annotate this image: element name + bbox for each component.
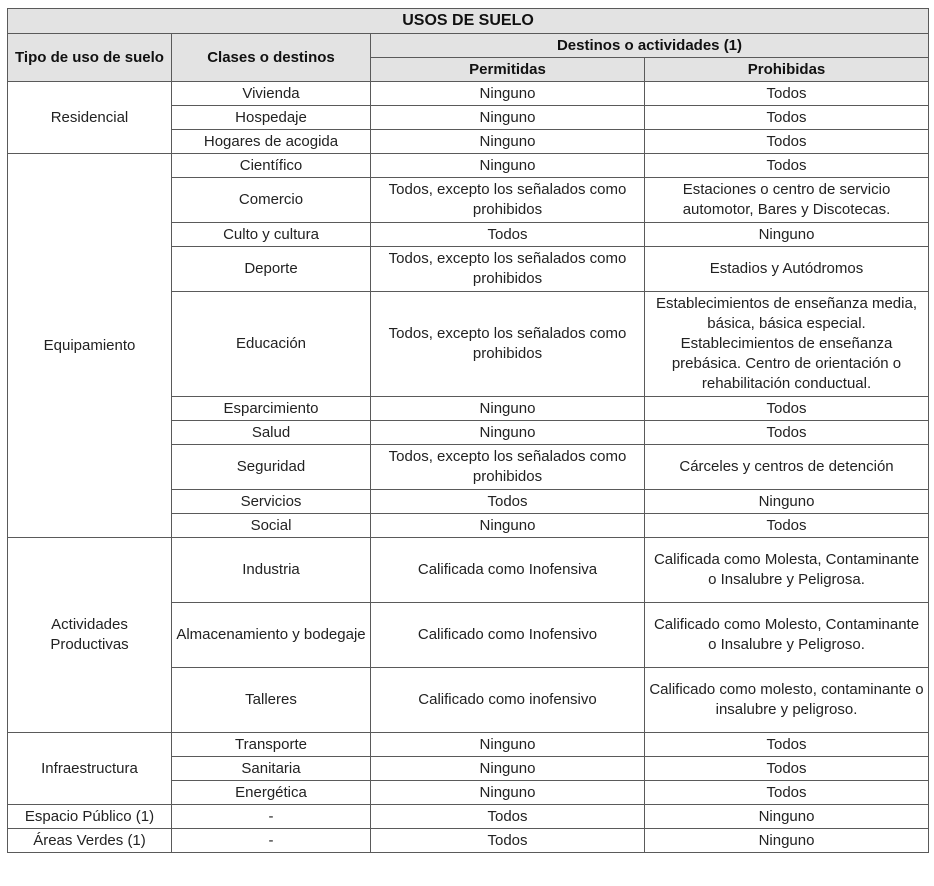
clase-cell: Talleres bbox=[172, 668, 371, 733]
permitidas-cell: Ninguno bbox=[371, 757, 645, 781]
prohibidas-cell: Calificada como Molesta, Contaminante o Insalubre y Peligrosa. bbox=[645, 538, 929, 603]
clase-cell: Culto y cultura bbox=[172, 223, 371, 247]
prohibidas-cell: Cárceles y centros de detención bbox=[645, 445, 929, 490]
tipo-cell: Actividades Productivas bbox=[8, 538, 172, 733]
clase-cell: Educación bbox=[172, 292, 371, 397]
clase-cell: Hospedaje bbox=[172, 106, 371, 130]
table-title: USOS DE SUELO bbox=[8, 9, 929, 34]
clase-cell: Almacenamiento y bodegaje bbox=[172, 603, 371, 668]
permitidas-cell: Ninguno bbox=[371, 781, 645, 805]
permitidas-cell: Ninguno bbox=[371, 397, 645, 421]
permitidas-cell: Todos bbox=[371, 829, 645, 853]
table-row bbox=[8, 805, 929, 829]
prohibidas-cell: Ninguno bbox=[645, 805, 929, 829]
permitidas-cell: Todos bbox=[371, 223, 645, 247]
prohibidas-cell: Calificado como molesto, contaminante o insalubre y peligroso. bbox=[645, 668, 929, 733]
clase-cell: Vivienda bbox=[172, 82, 371, 106]
permitidas-cell: Ninguno bbox=[371, 421, 645, 445]
header-permitidas: Permitidas bbox=[371, 58, 645, 82]
prohibidas-cell: Ninguno bbox=[645, 829, 929, 853]
prohibidas-cell: Estadios y Autódromos bbox=[645, 247, 929, 292]
clase-cell: Salud bbox=[172, 421, 371, 445]
table-row bbox=[8, 538, 929, 603]
prohibidas-cell: Todos bbox=[645, 733, 929, 757]
prohibidas-cell: Todos bbox=[645, 514, 929, 538]
permitidas-cell: Ninguno bbox=[371, 82, 645, 106]
permitidas-cell: Calificada como Inofensiva bbox=[371, 538, 645, 603]
header-tipo: Tipo de uso de suelo bbox=[8, 34, 172, 82]
header-destinos: Destinos o actividades (1) bbox=[371, 34, 929, 58]
prohibidas-cell: Estaciones o centro de servicio automotor, Bares y Discotecas. bbox=[645, 178, 929, 223]
tipo-cell: Equipamiento bbox=[8, 154, 172, 538]
tipo-cell: Áreas Verdes (1) bbox=[8, 829, 172, 853]
tipo-cell: Infraestructura bbox=[8, 733, 172, 805]
clase-cell: Transporte bbox=[172, 733, 371, 757]
prohibidas-cell: Todos bbox=[645, 421, 929, 445]
prohibidas-cell: Todos bbox=[645, 154, 929, 178]
permitidas-cell: Todos, excepto los señalados como prohibidos bbox=[371, 445, 645, 490]
prohibidas-cell: Todos bbox=[645, 82, 929, 106]
table-row bbox=[8, 154, 929, 178]
permitidas-cell: Todos bbox=[371, 805, 645, 829]
prohibidas-cell: Todos bbox=[645, 781, 929, 805]
clase-cell: Esparcimiento bbox=[172, 397, 371, 421]
permitidas-cell: Todos, excepto los señalados como prohibidos bbox=[371, 292, 645, 397]
clase-cell: Comercio bbox=[172, 178, 371, 223]
table-row bbox=[8, 829, 929, 853]
clase-cell: Servicios bbox=[172, 490, 371, 514]
tipo-cell: Espacio Público (1) bbox=[8, 805, 172, 829]
clase-cell: Deporte bbox=[172, 247, 371, 292]
prohibidas-cell: Todos bbox=[645, 397, 929, 421]
clase-cell: Sanitaria bbox=[172, 757, 371, 781]
header-prohibidas: Prohibidas bbox=[645, 58, 929, 82]
clase-cell: Social bbox=[172, 514, 371, 538]
prohibidas-cell: Todos bbox=[645, 106, 929, 130]
clase-cell: Hogares de acogida bbox=[172, 130, 371, 154]
permitidas-cell: Ninguno bbox=[371, 130, 645, 154]
table-row bbox=[8, 82, 929, 106]
permitidas-cell: Ninguno bbox=[371, 733, 645, 757]
clase-cell: Industria bbox=[172, 538, 371, 603]
clase-cell: Científico bbox=[172, 154, 371, 178]
prohibidas-cell: Calificado como Molesto, Contaminante o Insalubre y Peligroso. bbox=[645, 603, 929, 668]
prohibidas-cell: Ninguno bbox=[645, 490, 929, 514]
tipo-cell: Residencial bbox=[8, 82, 172, 154]
permitidas-cell: Calificado como inofensivo bbox=[371, 668, 645, 733]
clase-cell: Seguridad bbox=[172, 445, 371, 490]
prohibidas-cell: Todos bbox=[645, 757, 929, 781]
permitidas-cell: Ninguno bbox=[371, 514, 645, 538]
prohibidas-cell: Ninguno bbox=[645, 223, 929, 247]
header-clases: Clases o destinos bbox=[172, 34, 371, 82]
table-row bbox=[8, 733, 929, 757]
prohibidas-cell: Todos bbox=[645, 130, 929, 154]
permitidas-cell: Todos, excepto los señalados como prohibidos bbox=[371, 247, 645, 292]
usos-de-suelo-table bbox=[7, 8, 929, 853]
permitidas-cell: Ninguno bbox=[371, 154, 645, 178]
permitidas-cell: Todos bbox=[371, 490, 645, 514]
clase-cell: - bbox=[172, 829, 371, 853]
prohibidas-cell: Establecimientos de enseñanza media, básica, básica especial. Establecimientos de enseñanza prebásica. Centro de orientación o rehabilitación conductual. bbox=[645, 292, 929, 397]
clase-cell: - bbox=[172, 805, 371, 829]
permitidas-cell: Calificado como Inofensivo bbox=[371, 603, 645, 668]
permitidas-cell: Ninguno bbox=[371, 106, 645, 130]
clase-cell: Energética bbox=[172, 781, 371, 805]
permitidas-cell: Todos, excepto los señalados como prohibidos bbox=[371, 178, 645, 223]
